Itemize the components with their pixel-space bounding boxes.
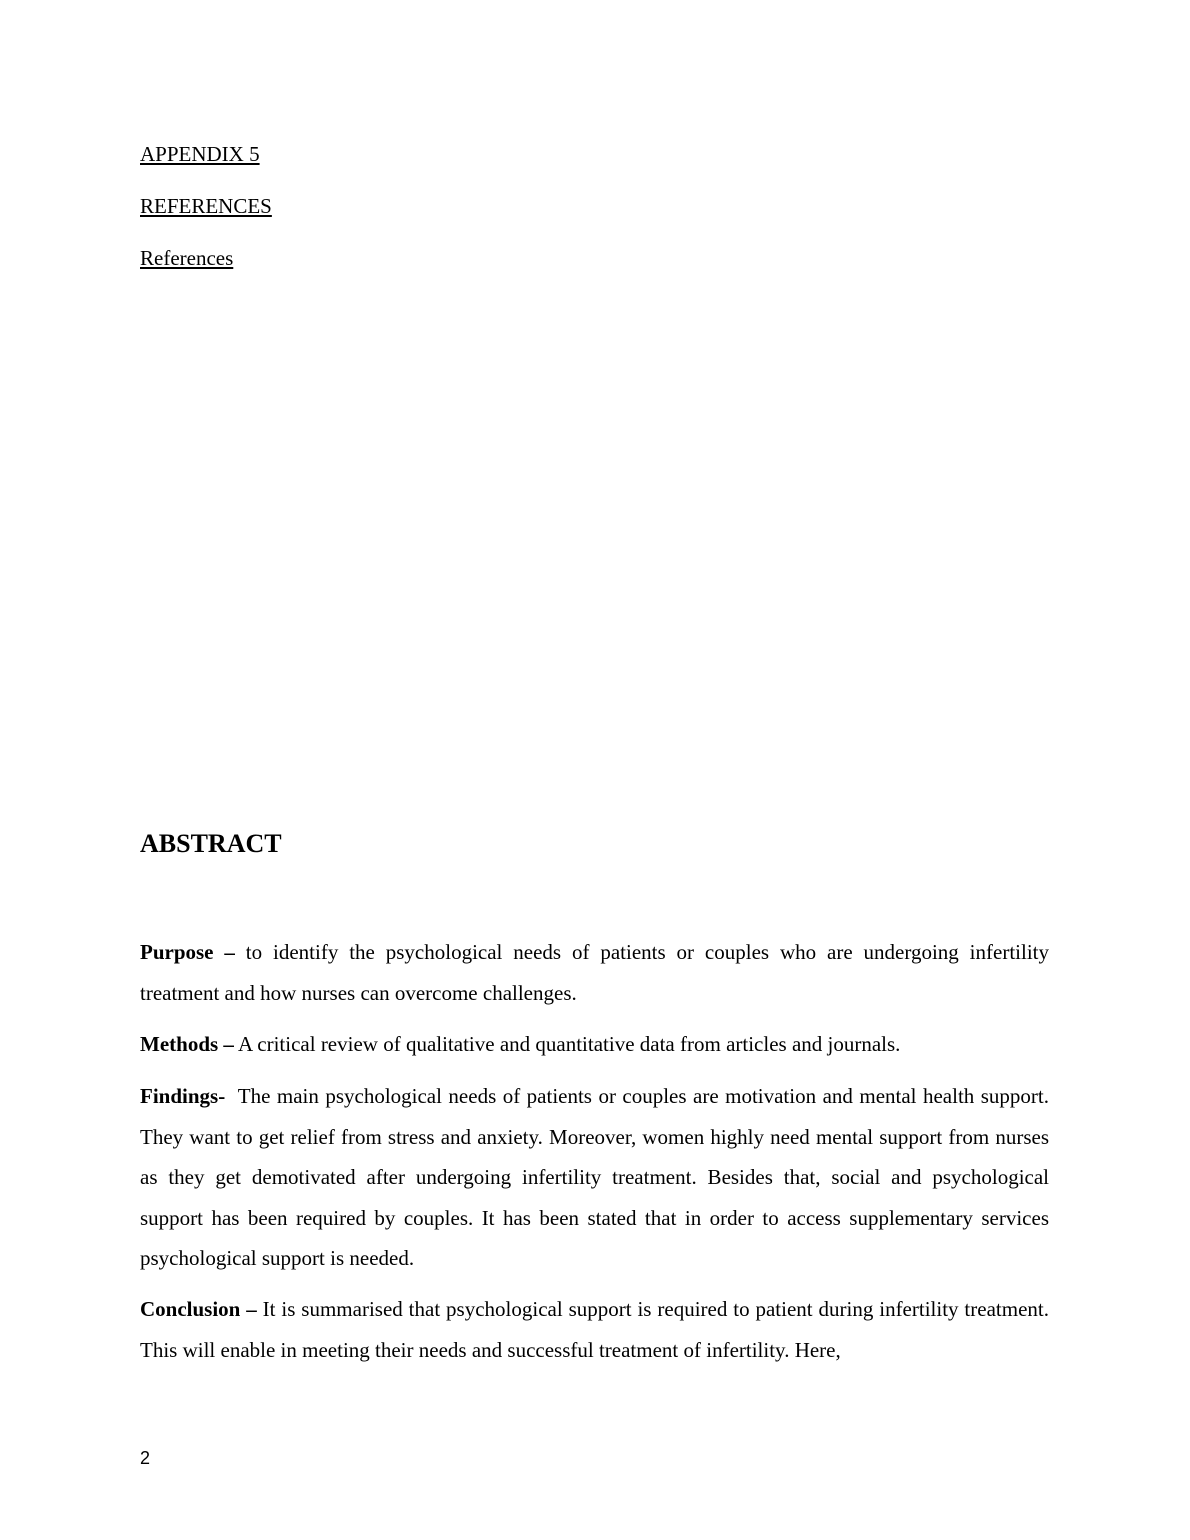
conclusion-text: It is summarised that psychological support is required to patient during infertility treatment. This will enable in meeting their needs and successful treatment of infertility. Here, <box>140 1297 1049 1362</box>
methods-label: Methods – <box>140 1032 234 1056</box>
abstract-conclusion-paragraph <box>140 1289 1049 1370</box>
findings-label: Findings- <box>140 1084 226 1108</box>
abstract-purpose-paragraph <box>140 932 1049 1013</box>
methods-text: A critical review of qualitative and quantitative data from articles and journals. <box>233 1032 901 1056</box>
conclusion-label: Conclusion – <box>140 1297 257 1321</box>
abstract-findings-paragraph <box>140 1076 1049 1279</box>
abstract-methods-paragraph <box>140 1024 1049 1065</box>
abstract-heading: ABSTRACT <box>140 829 282 858</box>
findings-text: The main psychological needs of patients or couples are motivation and mental health support. They want to get relief from stress and anxiety. Moreover, women highly need mental support from nurses as they get demotivated after undergoing infertility treatment. Besides that, social and psychological support has been required by couples. It has been stated that in order to access supplementary services psychological support is needed. <box>140 1084 1049 1270</box>
toc-link-references[interactable]: References <box>140 246 234 270</box>
page-number: 2 <box>140 1448 151 1468</box>
purpose-label: Purpose – <box>140 940 235 964</box>
purpose-text: to identify the psychological needs of patients or couples who are undergoing infertility treatment and how nurses can overcome challenges. <box>140 940 1049 1005</box>
toc-link-references-heading[interactable]: REFERENCES <box>140 194 272 218</box>
toc-link-appendix-5[interactable]: APPENDIX 5 <box>140 142 260 166</box>
